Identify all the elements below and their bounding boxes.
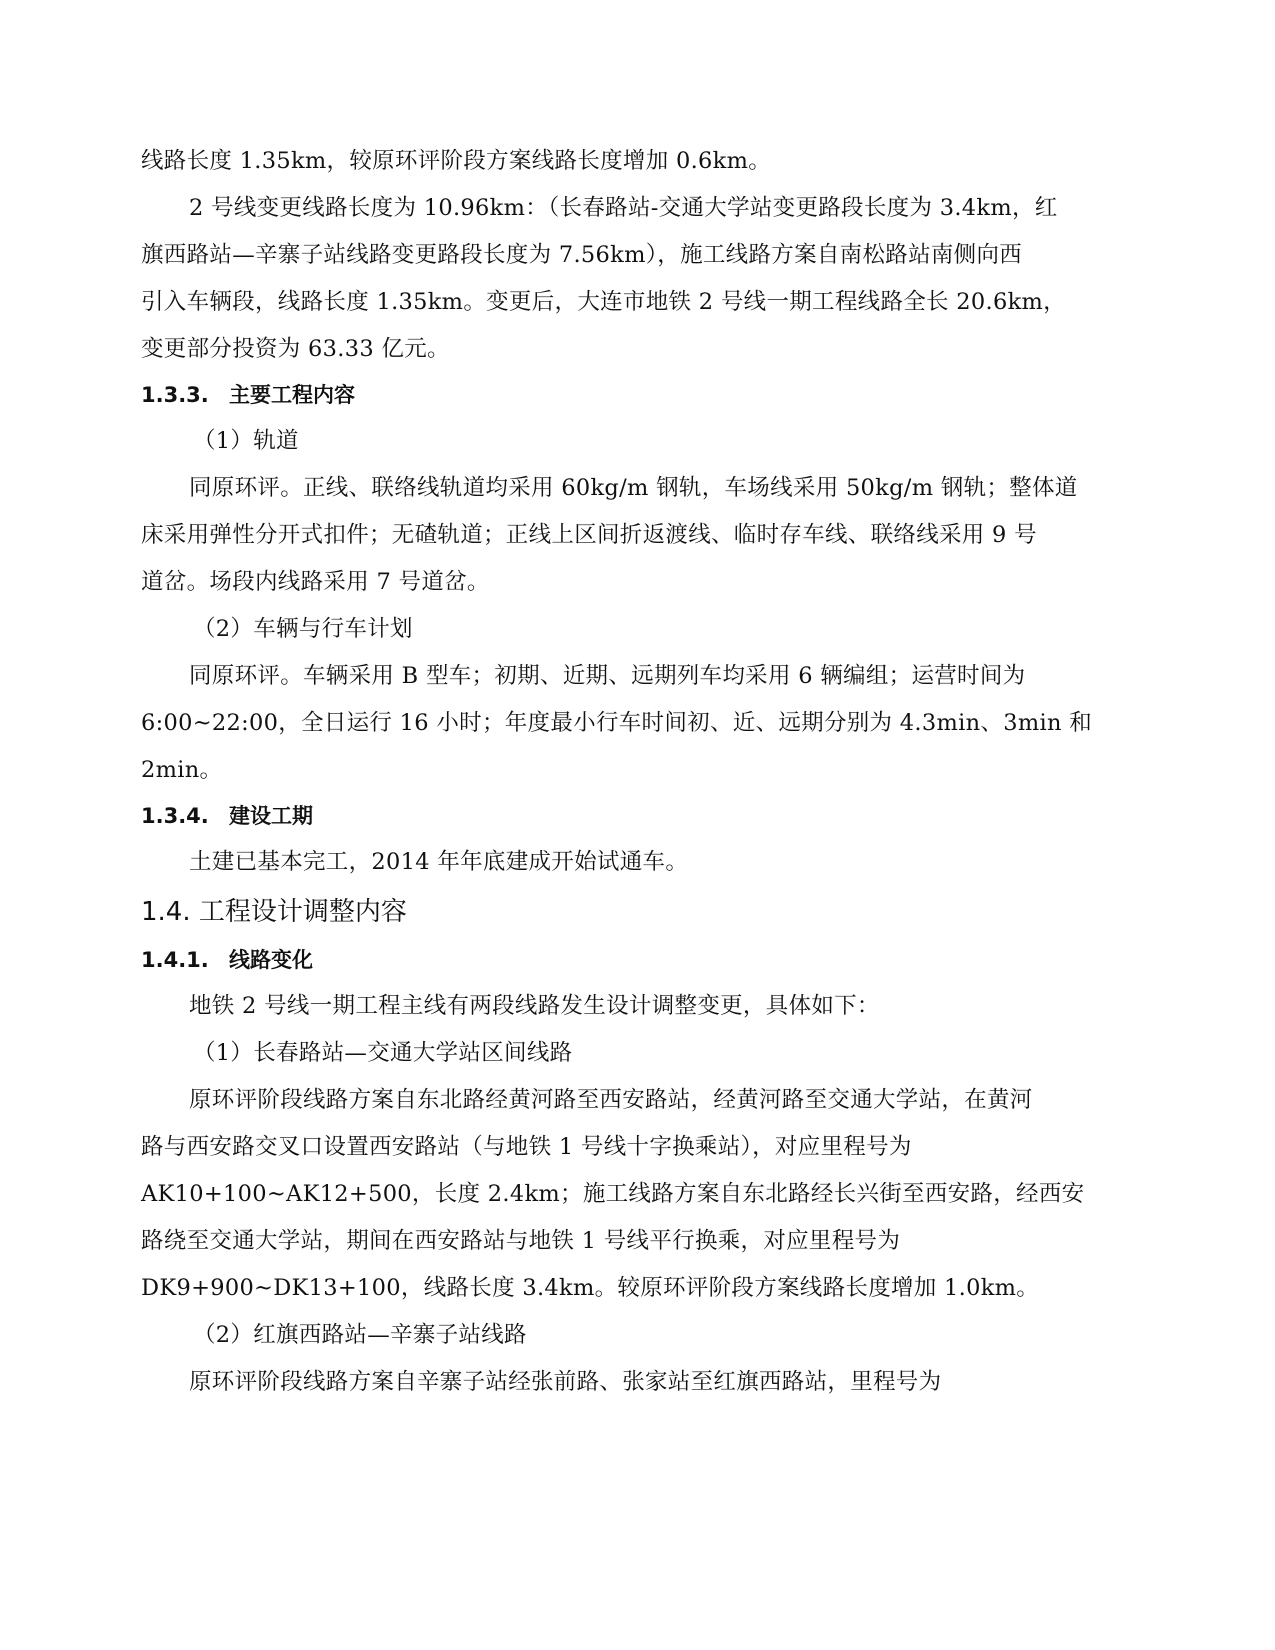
paragraph-line: 旗西路站—辛寨子站线路变更路段长度为 7.56km），施工线路方案自南松路站南侧向西 (141, 242, 1023, 268)
paragraph-line: 道岔。场段内线路采用 7 号道岔。 (141, 569, 490, 595)
section-heading (141, 373, 1071, 418)
paragraph-line: 引入车辆段，线路长度 1.35km。变更后，大连市地铁 2 号线一期工程线路全长 20.6km， (141, 289, 1066, 315)
paragraph-line: 同原环评。车辆采用 B 型车；初期、近期、远期列车均采用 6 辆编组；运营时间为 (189, 663, 1026, 689)
paragraph-line: 原环评阶段线路方案自辛寨子站经张前路、张家站至红旗西路站，里程号为 (189, 1369, 942, 1395)
section-heading (141, 938, 1071, 983)
paragraph-line: 6:00~22:00，全日运行 16 小时；年度最小行车时间初、近、远期分别为 4.3min、3min 和 (141, 710, 1093, 736)
paragraph-line: 地铁 2 号线一期工程主线有两段线路发生设计调整变更，具体如下： (189, 993, 880, 1019)
section-number: 1.3.3. (141, 383, 209, 407)
paragraph-line: 土建已基本完工，2014 年年底建成开始试通车。 (189, 849, 689, 875)
paragraph-line: 变更部分投资为 63.33 亿元。 (141, 336, 450, 362)
paragraph-line: AK10+100~AK12+500，长度 2.4km；施工线路方案自东北路经长兴街至西安路，经西安 (141, 1181, 1085, 1207)
section-number: 1.4.1. (141, 948, 209, 972)
paragraph-line: 床采用弹性分开式扣件；无碴轨道；正线上区间折返渡线、临时存车线、联络线采用 9 号 (141, 522, 1037, 548)
document-page (141, 138, 1093, 1406)
paragraph-line: 原环评阶段线路方案自东北路经黄河路至西安路站，经黄河路至交通大学站，在黄河 (189, 1087, 1033, 1113)
subsection-title: （2）红旗西路站—辛寨子站线路 (193, 1322, 527, 1348)
subsection-title: （2）车辆与行车计划 (193, 616, 413, 642)
section-title: 主要工程内容 (229, 383, 355, 407)
paragraph-line: 2 号线变更线路长度为 10.96km：（长春路站-交通大学站变更路段长度为 3.4km，红 (189, 195, 1058, 221)
subsection-title: （1）轨道 (193, 428, 299, 454)
paragraph-line: 线路长度 1.35km，较原环评阶段方案线路长度增加 0.6km。 (141, 148, 772, 174)
section-number: 1.3.4. (141, 804, 209, 828)
paragraph-line: 2min。 (141, 757, 223, 783)
section-title: 建设工期 (229, 804, 313, 828)
paragraph-line: 路与西安路交叉口设置西安路站（与地铁 1 号线十字换乘站），对应里程号为 (141, 1134, 912, 1160)
paragraph-line: 路绕至交通大学站，期间在西安路站与地铁 1 号线平行换乘，对应里程号为 (141, 1228, 901, 1254)
section-title: 线路变化 (229, 948, 313, 972)
paragraph-line: 同原环评。正线、联络线轨道均采用 60kg/m 钢轨，车场线采用 50kg/m 钢轨；整体道 (189, 475, 1078, 501)
section-heading (141, 794, 1071, 839)
subsection-title: （1）长春路站—交通大学站区间线路 (193, 1040, 573, 1066)
chapter-heading: 1.4. 工程设计调整内容 (141, 897, 407, 927)
paragraph-line: DK9+900~DK13+100，线路长度 3.4km。较原环评阶段方案线路长度增加 1.0km。 (141, 1275, 1040, 1301)
